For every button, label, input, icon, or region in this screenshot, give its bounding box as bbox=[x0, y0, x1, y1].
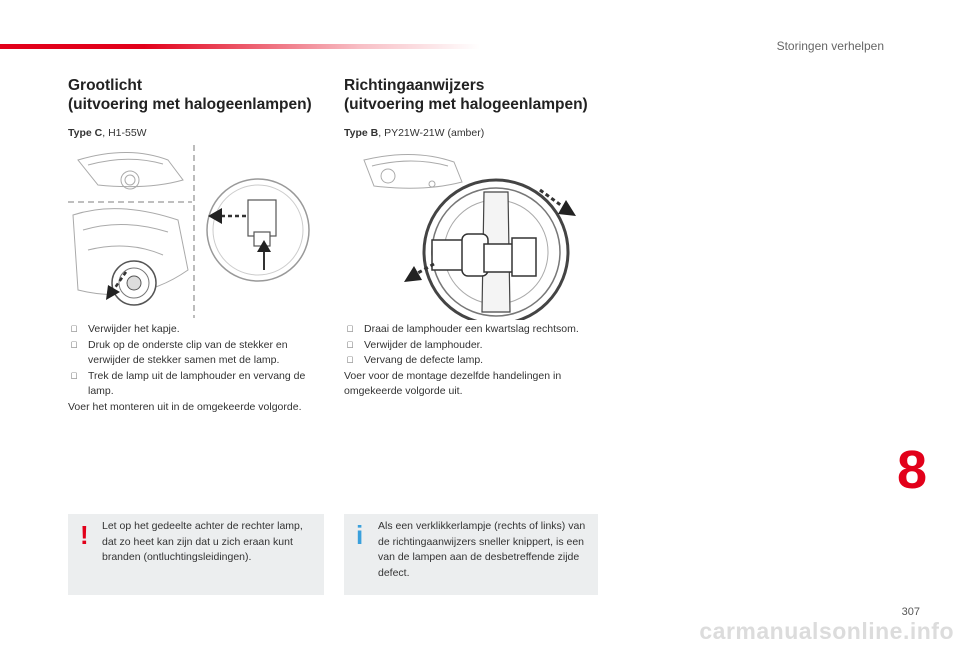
high-beam-illustration bbox=[68, 140, 324, 320]
turn-signal-illustration bbox=[344, 140, 600, 320]
checkbox-bullet-icon bbox=[344, 322, 356, 338]
turn-signal-diagram bbox=[344, 140, 600, 320]
title-line-1: Richtingaanwijzers bbox=[344, 77, 485, 94]
headlamp-diagram bbox=[68, 140, 324, 320]
high-beam-title bbox=[68, 76, 326, 114]
title-line-2: (uitvoering met halogeenlampen) bbox=[344, 96, 588, 113]
bulb-type-label: Type C bbox=[68, 127, 103, 139]
turn-signal-section bbox=[344, 76, 602, 139]
bulb-type bbox=[344, 127, 602, 139]
page-number: 307 bbox=[901, 606, 920, 618]
header-accent-bar bbox=[0, 44, 480, 49]
watermark: carmanualsonline.info bbox=[699, 618, 954, 644]
high-beam-steps bbox=[68, 322, 324, 416]
title-line-1: Grootlicht bbox=[68, 77, 143, 94]
info-note bbox=[344, 514, 598, 595]
warning-text: Let op het gedeelte achter de rechter lamp, dat zo heet kan zijn dat u zich eraan kunt branden (ontluchtingsleidingen). bbox=[102, 520, 303, 564]
step-item: Verwijder het kapje. bbox=[68, 322, 324, 338]
turn-signal-steps bbox=[344, 322, 600, 400]
checkbox-bullet-icon bbox=[344, 353, 356, 369]
turn-signal-title bbox=[344, 76, 602, 114]
step-item: Druk op de onderste clip van de stekker en verwijder de stekker samen met de lamp. bbox=[68, 338, 324, 369]
step-item: Trek de lamp uit de lamphouder en vervang de lamp. bbox=[68, 369, 324, 400]
info-icon: i bbox=[356, 520, 364, 550]
closing-text: Voer voor de montage dezelfde handelingen in omgekeerde volgorde uit. bbox=[344, 369, 562, 398]
checkbox-bullet-icon bbox=[68, 338, 80, 354]
closing-text: Voer het monteren uit in de omgekeerde volgorde. bbox=[68, 400, 302, 413]
section-title: Storingen verhelpen bbox=[776, 39, 884, 53]
title-line-2: (uitvoering met halogeenlampen) bbox=[68, 96, 312, 113]
step-item: Vervang de defecte lamp. bbox=[344, 353, 600, 369]
step-item: Draai de lamphouder een kwartslag rechtsom. bbox=[344, 322, 600, 338]
checkbox-bullet-icon bbox=[68, 322, 80, 338]
warning-icon: ! bbox=[80, 520, 89, 550]
checkbox-bullet-icon bbox=[344, 338, 356, 354]
checkbox-bullet-icon bbox=[68, 369, 80, 385]
bulb-type bbox=[68, 127, 326, 139]
bulb-type-value: , PY21W-21W (amber) bbox=[378, 127, 485, 139]
info-text: Als een verklikkerlampje (rechts of links) van de richtingaanwijzers sneller knippert, is een van de lampen aan de desbetreffende zijde defect. bbox=[378, 520, 586, 579]
chapter-number: 8 bbox=[896, 440, 928, 500]
high-beam-section bbox=[68, 76, 326, 139]
bulb-type-value: , H1-55W bbox=[102, 127, 147, 139]
bulb-type-label: Type B bbox=[344, 127, 379, 139]
step-item: Verwijder de lamphouder. bbox=[344, 338, 600, 354]
warning-note bbox=[68, 514, 324, 595]
